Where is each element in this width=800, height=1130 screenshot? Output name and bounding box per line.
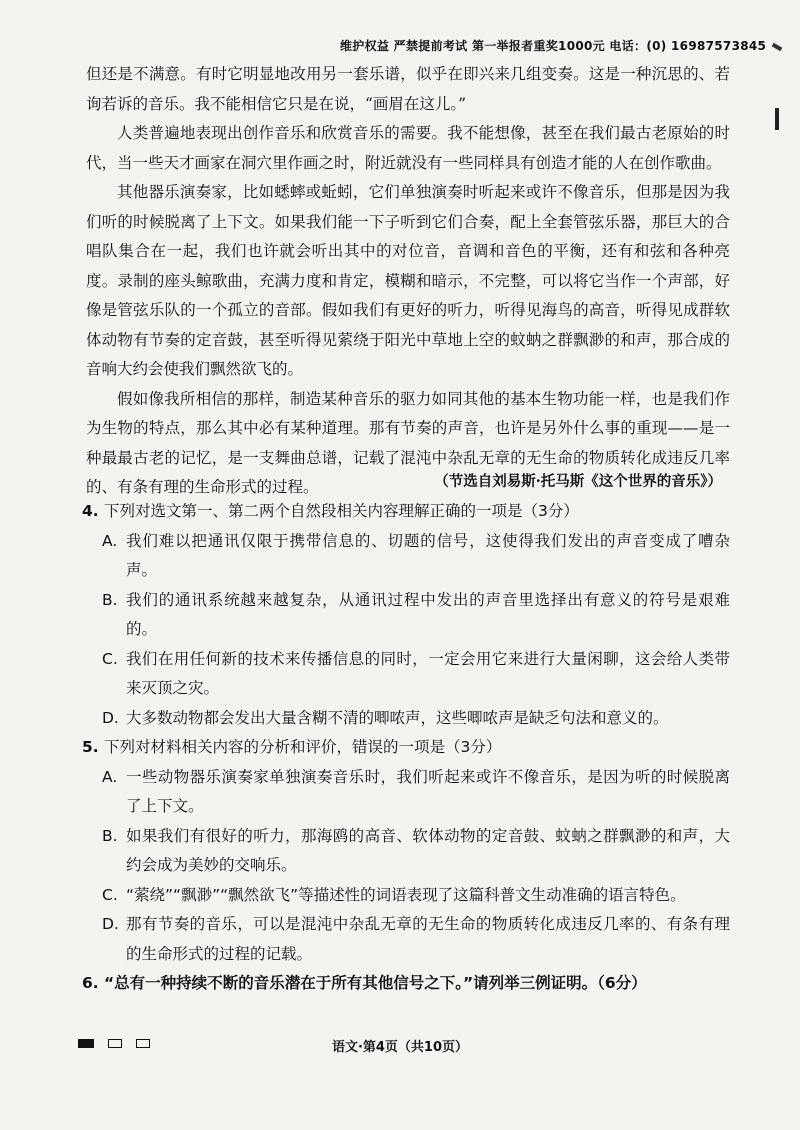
- option-a: A. 一些动物器乐演奏家单独演奏音乐时，我们听起来或许不像音乐，是因为听的时候脱离了上下文。: [102, 767, 730, 815]
- question-number: 5.: [82, 738, 99, 756]
- question-stem: 下列对材料相关内容的分析和评价，错误的一项是（3分）: [104, 738, 502, 756]
- question-5: [82, 733, 730, 969]
- question-6: [82, 969, 730, 999]
- question-number: 4.: [82, 502, 99, 520]
- passage-paragraph: 假如像我所相信的那样，制造某种音乐的驱力如同其他的基本生物功能一样，也是我们作为生物的特点，那么其中必有某种道理。那有节奏的声音，也许是另外什么事的重现——是一种最最古老的记忆，是一支舞曲总谱，记载了混沌中杂乱无章的无生命的物质转化成违反几率的、有条有理的生命形式的过程。: [86, 389, 730, 496]
- scan-artifact: [775, 108, 779, 130]
- option-b: B. 如果我们有很好的听力，那海鸥的高音、软体动物的定音鼓、蚊蚋之群飘渺的和声，大约会成为美妙的交响乐。: [102, 826, 730, 874]
- option-b: B. 我们的通讯系统越来越复杂，从通讯过程中发出的声音里选择出有意义的符号是艰难的。: [102, 590, 730, 638]
- question-stem: 下列对选文第一、第二两个自然段相关内容理解正确的一项是（3分）: [104, 502, 579, 520]
- passage-source: （节选自刘易斯·托马斯《这个世界的音乐》）: [434, 473, 722, 490]
- passage-paragraph: 但还是不满意。有时它明显地改用另一套乐谱，似乎在即兴来几组变奏。这是一种沉思的、若询若诉的音乐。我不能相信它只是在说，“画眉在这儿。”: [86, 65, 730, 113]
- question-4: [82, 497, 730, 733]
- passage-paragraph: 其他器乐演奏家，比如蟋蟀或蚯蚓，它们单独演奏时听起来或许不像音乐，但那是因为我们听的时候脱离了上下文。如果我们能一下子听到它们合奏，配上全套管弦乐器，那巨大的合唱队集合在一起，我们也许就会听出其中的对位音，音调和音色的平衡，还有和弦和各种亮度。录制的座头鲸歌曲，充满力度和肯定，模糊和暗示，不完整，可以将它当作一个声部，好像是管弦乐队的一个孤立的音部。假如我们有更好的听力，听得见海鸟的高音，听得见成群软体动物有节奏的定音鼓，甚至听得见萦绕于阳光中草地上空的蚊蚋之群飘渺的和声，那合成的音响大约会使我们飘然欲飞的。: [86, 183, 730, 378]
- option-a: A. 我们难以把通讯仅限于携带信息的、切题的信号，这使得我们发出的声音变成了嘈杂声。: [102, 531, 730, 579]
- question-number: 6.: [82, 974, 99, 992]
- exam-header-notice: 维护权益 严禁提前考试 第一举报者重奖1000元 电话：(0) 16987573845: [340, 39, 767, 53]
- option-c: C. 我们在用任何新的技术来传播信息的同时，一定会用它来进行大量闲聊，这会给人类带来灭顶之灾。: [102, 649, 730, 697]
- question-stem: “总有一种持续不断的音乐潜在于所有其他信号之下。”请列举三例证明。（6分）: [104, 974, 647, 992]
- page-number: 语文·第4页（共10页）: [331, 1040, 469, 1055]
- option-c: C. “萦绕”“飘渺”“飘然欲飞”等描述性的词语表现了这篇科普文生动准确的语言特色。: [102, 885, 686, 904]
- question-list: [82, 497, 730, 999]
- passage-paragraph: 人类普遍地表现出创作音乐和欣赏音乐的需要。我不能想像，甚至在我们最古老原始的时代，当一些天才画家在洞穴里作画之时，附近就没有一些同样具有创造才能的人在创作歌曲。: [86, 124, 730, 172]
- reading-passage: [86, 60, 730, 503]
- option-d: D. 那有节奏的音乐，可以是混沌中杂乱无章的无生命的物质转化成违反几率的、有条有理的生命形式的过程的记载。: [102, 915, 730, 963]
- option-d: D. 大多数动物都会发出大量含糊不清的唧哝声，这些唧哝声是缺乏句法和意义的。: [102, 708, 669, 727]
